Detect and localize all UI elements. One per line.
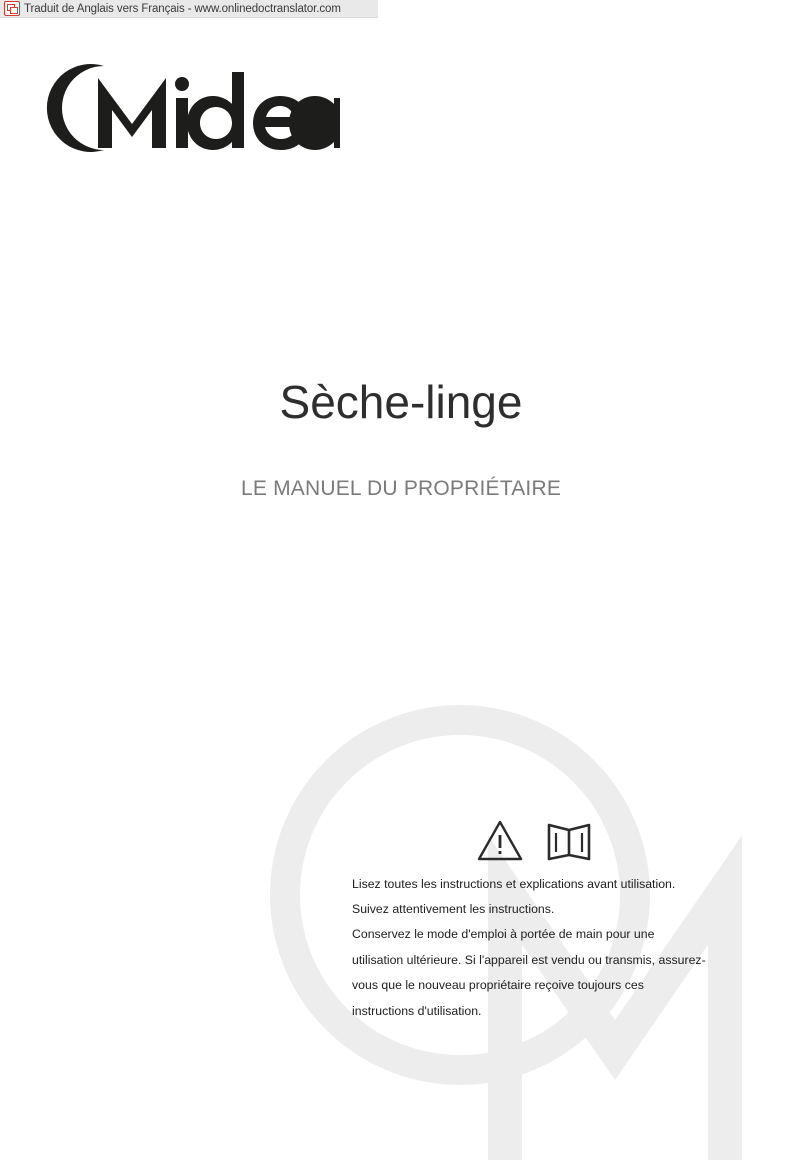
notice-line-3: Conservez le mode d'emploi à portée de main pour une: [352, 927, 655, 941]
symbol-row: [476, 818, 596, 864]
safety-notice: [352, 872, 744, 1024]
notice-line-1: Lisez toutes les instructions et explications avant utilisation.: [352, 877, 676, 891]
notice-line-6: instructions d'utilisation.: [352, 1003, 482, 1018]
notice-line-2: Suivez attentivement les instructions.: [352, 902, 555, 916]
warning-triangle-icon: [476, 819, 524, 863]
notice-line-4: utilisation ultérieure. Si l'appareil est vendu ou transmis, assurez-: [352, 952, 706, 967]
open-book-icon: [546, 819, 592, 863]
page-title: Sèche-linge: [279, 376, 523, 428]
translator-banner: [0, 0, 378, 18]
notice-line-5: vous que le nouveau propriétaire reçoive toujours ces: [352, 978, 644, 992]
midea-logo: [46, 62, 346, 152]
translate-icon: [4, 1, 20, 16]
page-subtitle: LE MANUEL DU PROPRIÉTAIRE: [240, 477, 562, 500]
translator-banner-text: Traduit de Anglais vers Français - www.onlinedoctranslator.com: [24, 2, 341, 15]
